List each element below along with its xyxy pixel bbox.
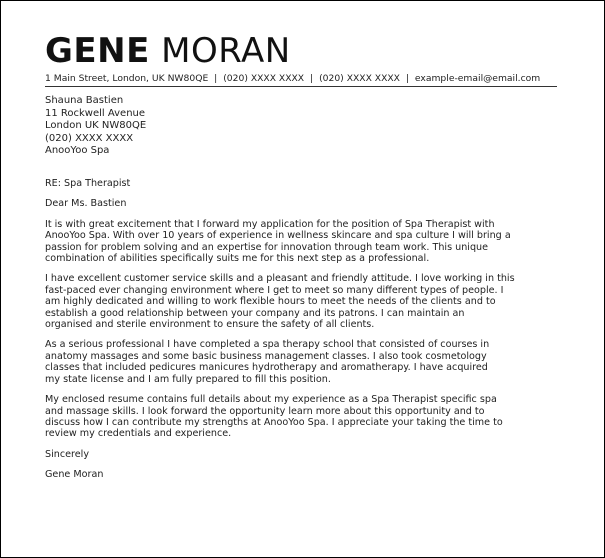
text-line: combination of abilities specifically suits me for this next step as a professional. — [45, 253, 430, 265]
text-line: anatomy massages and some basic business management classes. I also took cosmetology — [45, 350, 487, 362]
text-line: and massage skills. I look forward the opportunity learn more about this opportunity and to — [45, 405, 485, 417]
sender-last-name: MORAN — [161, 31, 291, 71]
contact-separator: | — [405, 73, 409, 84]
text-line: I have excellent customer service skills and a pleasant and friendly attitude. I love working in this — [45, 273, 515, 285]
recipient-block — [45, 95, 146, 158]
contact-address: 1 Main Street, London, UK NW80QE — [45, 73, 209, 84]
salutation: Dear Ms. Bastien — [45, 198, 127, 210]
recipient-city: London UK NW80QE — [45, 120, 147, 131]
text-line: As a serious professional I have completed a spa therapy school that consisted of courses in — [45, 339, 490, 351]
text-line: fast-paced ever changing environment where I get to meet so many different types of people. I — [45, 284, 504, 296]
text-line: classes that included pedicures manicures hydrotherapy and aromatherapy. I have acquired — [45, 362, 488, 374]
text-line: My enclosed resume contains full details about my experience as a Spa Therapist specific spa — [45, 394, 497, 406]
header-divider — [45, 86, 557, 87]
paragraph-closing — [45, 394, 565, 440]
text-line: passion for problem solving and an expertise for innovation through team work. This unique — [45, 241, 489, 253]
contact-separator: | — [310, 73, 314, 84]
text-line: organised and sterile environment to ensure the safety of all clients. — [45, 319, 375, 331]
sender-name — [45, 31, 291, 71]
contact-phone-2: (020) XXXX XXXX — [319, 73, 400, 84]
text-line: review my credentials and experience. — [45, 428, 232, 440]
letter-body — [45, 178, 565, 490]
text-line: am highly dedicated and willing to work flexible hours to meet the needs of the clients and to — [45, 296, 496, 308]
sender-first-name: GENE — [45, 31, 150, 71]
text-line: my state license and I am fully prepared to fill this position. — [45, 373, 331, 385]
text-line: establish a good relationship between your company and its patrons. I can maintain an — [45, 307, 465, 319]
text-line: discuss how I can contribute my strengths at AnooYoo Spa. I appreciate your taking the time to — [45, 416, 503, 428]
text-line: AnooYoo Spa. With over 10 years of experience in wellness skincare and spa culture I will bring a — [45, 230, 511, 242]
recipient-street: 11 Rockwell Avenue — [45, 107, 146, 119]
text-line: It is with great excitement that I forward my application for the position of Spa Therapist with — [45, 218, 495, 230]
recipient-phone: (020) XXXX XXXX — [45, 132, 134, 144]
subject-line: RE: Spa Therapist — [45, 178, 131, 189]
closing: Sincerely — [45, 448, 89, 460]
contact-phone-1: (020) XXXX XXXX — [223, 73, 305, 84]
paragraph-skills — [45, 273, 565, 330]
paragraph-education — [45, 339, 565, 385]
contact-email: example-email@email.com — [414, 73, 541, 84]
recipient-name: Shauna Bastien — [45, 95, 124, 106]
signature: Gene Moran — [45, 469, 104, 481]
contact-line — [45, 73, 540, 85]
contact-separator: | — [214, 73, 218, 84]
paragraph-intro — [45, 219, 565, 265]
recipient-company: AnooYoo Spa — [45, 145, 110, 156]
